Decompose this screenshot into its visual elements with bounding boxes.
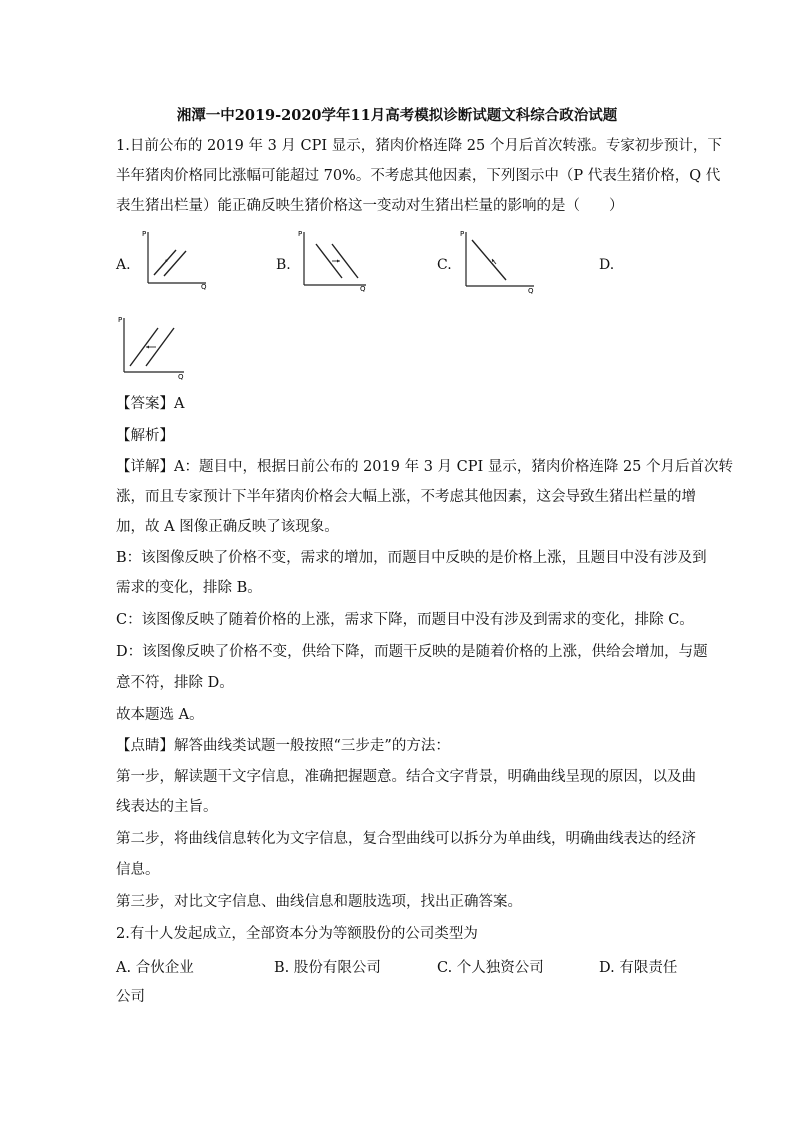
q1-stem-line-2: 半年猪肉价格同比涨幅可能超过 70%。不考虑其他因素，下列图示中（P 代表生猪价格，Q 代	[116, 168, 721, 184]
graph-c	[458, 228, 538, 294]
axis-p-label: P	[118, 316, 123, 324]
q1-detail-line-2: 涨，而且专家预计下半年猪肉价格会大幅上涨，不考虑其他因素，这会导致生猪出栏量的增	[116, 489, 696, 505]
graph-b	[296, 228, 372, 292]
axis-q-label: Q	[178, 373, 184, 380]
q1-detail-line-5: 需求的变化，排除 B。	[116, 580, 262, 596]
q1-detail-line-3: 加，故 A 图像正确反映了该现象。	[116, 519, 339, 535]
q1-option-b-label: B.	[276, 257, 291, 273]
q1-stem-line-1: 1.日前公布的 2019 年 3 月 CPI 显示，猪肉价格连降 25 个月后首次转涨。专家初步预计，下	[116, 138, 722, 154]
q1-detail-line-6: C：该图像反映了随着价格的上涨，需求下降，而题目中没有涉及到需求的变化，排除 C。	[116, 612, 694, 628]
q1-answer: 【答案】A	[116, 396, 185, 412]
q1-detail-line-9: 故本题选 A。	[116, 707, 204, 723]
q2-option-d-continuation: 公司	[116, 989, 145, 1005]
axis-p-label: P	[298, 230, 303, 238]
q1-detail-line-4: B：该图像反映了价格不变，需求的增加，而题目中反映的是价格上涨，且题目中没有涉及到	[116, 550, 707, 566]
q2-option-a: A. 合伙企业	[116, 960, 194, 976]
q1-option-a-label: A.	[116, 257, 131, 273]
q1-detail-line-1: 【详解】A：题目中，根据日前公布的 2019 年 3 月 CPI 显示，猪肉价格连降 25 个月后首次转	[116, 459, 733, 475]
graph-a	[140, 228, 212, 290]
q1-detail-line-14: 信息。	[116, 862, 160, 878]
q2-option-d: D. 有限责任	[599, 960, 678, 976]
q1-detail-line-7: D：该图像反映了价格不变，供给下降，而题干反映的是随着价格的上涨，供给会增加，与题	[116, 644, 708, 660]
q1-detail-line-13: 第二步，将曲线信息转化为文字信息，复合型曲线可以拆分为单曲线，明确曲线表达的经济	[116, 831, 696, 847]
axis-q-label: Q	[201, 283, 207, 290]
q1-stem-line-3: 表生猪出栏量）能正确反映生猪价格这一变动对生猪出栏量的影响的是（ ）	[116, 198, 624, 214]
q1-detail-line-8: 意不符，排除 D。	[116, 675, 234, 691]
q1-detail-line-15: 第三步，对比文字信息、曲线信息和题肢选项，找出正确答案。	[116, 894, 522, 910]
axis-q-label: Q	[528, 287, 534, 294]
q1-option-d-label: D.	[599, 257, 615, 273]
graph-d	[116, 314, 190, 380]
q2-option-b: B. 股份有限公司	[274, 960, 381, 976]
q2-option-c: C. 个人独资公司	[437, 960, 544, 976]
q2-stem: 2.有十人发起成立，全部资本分为等额股份的公司类型为	[116, 926, 478, 942]
q1-detail-line-10: 【点睛】解答曲线类试题一般按照“三步走”的方法：	[116, 738, 450, 754]
q1-detail-line-12: 线表达的主旨。	[116, 799, 218, 815]
q1-detail-line-11: 第一步，解读题干文字信息，准确把握题意。结合文字背景，明确曲线呈现的原因，以及曲	[116, 769, 696, 785]
q1-option-c-label: C.	[437, 257, 452, 273]
axis-p-label: P	[142, 230, 147, 238]
axis-p-label: P	[460, 230, 465, 238]
q1-analysis-heading: 【解析】	[116, 428, 174, 444]
page-title: 湘潭一中2019-2020学年11月高考模拟诊断试题文科综合政治试题	[176, 107, 618, 124]
axis-q-label: Q	[360, 285, 366, 292]
